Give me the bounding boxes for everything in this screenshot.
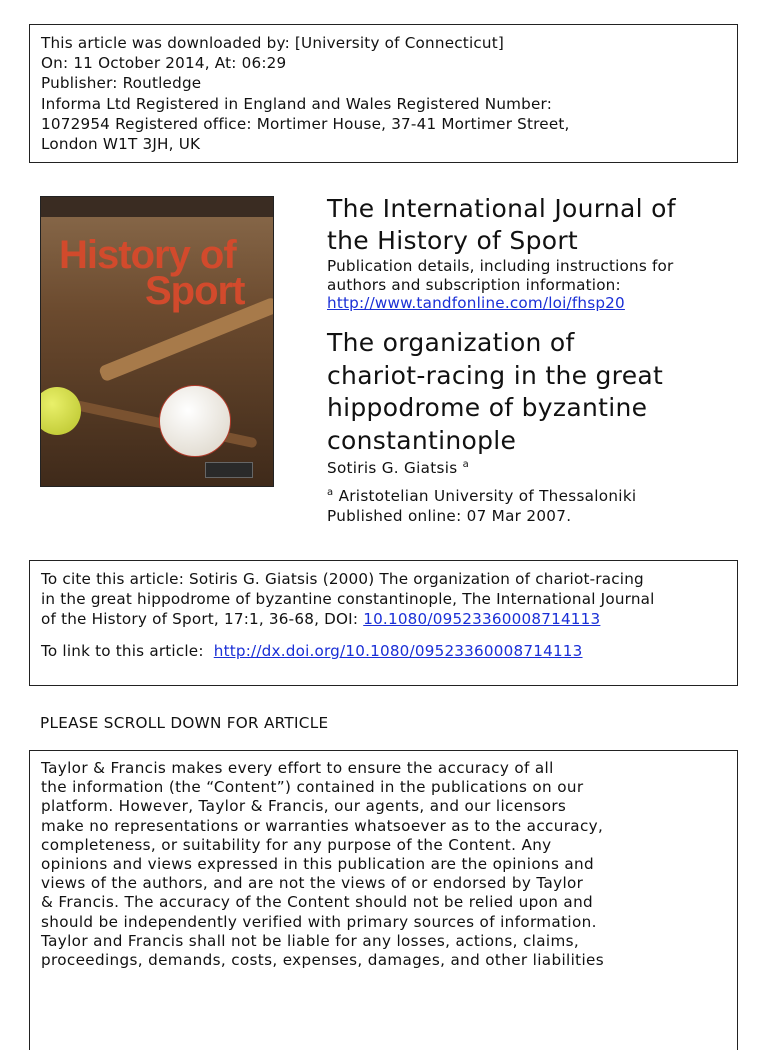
publisher-logo-graphic xyxy=(205,462,253,478)
article-title-line: chariot-racing in the great xyxy=(327,360,664,390)
disclaimer-line: Taylor and Francis shall not be liable for any losses, actions, claims, xyxy=(41,931,580,950)
author-superscript: a xyxy=(462,458,470,470)
scroll-note: PLEASE SCROLL DOWN FOR ARTICLE xyxy=(40,714,329,732)
article-title-line: constantinople xyxy=(327,425,517,455)
author-line xyxy=(327,458,469,478)
disclaimer-line: views of the authors, and are not the views of or endorsed by Taylor xyxy=(41,874,584,893)
affiliation-block xyxy=(327,486,636,526)
download-notice-line: Informa Ltd Registered in England and Wales Registered Number: xyxy=(41,94,553,113)
disclaimer-line: should be independently verified with primary sources of information. xyxy=(41,912,597,931)
article-title-line: The organization of xyxy=(327,328,575,357)
disclaimer-box xyxy=(29,750,738,1050)
citation-line: To cite this article: Sotiris G. Giatsis (2000) The organization of chariot-racing xyxy=(41,570,644,588)
cover-baseball-graphic xyxy=(159,385,231,457)
article-title xyxy=(327,327,663,457)
author-name: Sotiris G. Giatsis xyxy=(327,459,458,477)
cover-title xyxy=(59,233,245,313)
journal-cover-image xyxy=(40,196,274,487)
download-notice-line: On: 11 October 2014, At: 06:29 xyxy=(41,54,287,73)
download-notice-line: London W1T 3JH, UK xyxy=(41,135,201,154)
disclaimer-line: platform. However, Taylor & Francis, our agents, and our licensors xyxy=(41,797,567,816)
publication-details-line1: Publication details, including instructions for xyxy=(327,257,674,275)
published-date: Published online: 07 Mar 2007. xyxy=(327,507,572,525)
citation-box xyxy=(29,560,738,686)
journal-title-line2: the History of Sport xyxy=(327,226,579,255)
doi-link[interactable]: 10.1080/09523360008714113 xyxy=(363,610,601,628)
disclaimer-line: proceedings, demands, costs, expenses, damages, and other liabilities xyxy=(41,951,604,970)
citation-line: in the great hippodrome of byzantine constantinople, The International Journal xyxy=(41,590,655,608)
cover-tennis-ball-graphic xyxy=(40,387,81,435)
link-label: To link to this article: xyxy=(41,642,204,660)
publication-details xyxy=(327,257,673,313)
download-notice-line: Publisher: Routledge xyxy=(41,74,202,93)
download-notice-line: This article was downloaded by: [University of Connecticut] xyxy=(41,34,505,52)
disclaimer-line: opinions and views expressed in this publication are the opinions and xyxy=(41,855,595,874)
cover-top-band xyxy=(41,197,273,217)
affiliation-superscript: a xyxy=(327,486,334,498)
cover-title-line1: History of xyxy=(59,233,236,277)
download-notice-box xyxy=(29,24,738,163)
disclaimer-line: the information (the “Content”) contained in the publications on our xyxy=(41,778,584,797)
journal-link[interactable]: http://www.tandfonline.com/loi/fhsp20 xyxy=(327,294,625,312)
disclaimer-line: & Francis. The accuracy of the Content should not be relied upon and xyxy=(41,893,594,912)
article-link[interactable]: http://dx.doi.org/10.1080/09523360008714113 xyxy=(213,642,583,660)
article-title-line: hippodrome of byzantine xyxy=(327,393,648,422)
disclaimer-line: completeness, or suitability for any purpose of the Content. Any xyxy=(41,835,552,854)
disclaimer-line: Taylor & Francis makes every effort to ensure the accuracy of all xyxy=(41,759,554,777)
disclaimer-line: make no representations or warranties whatsoever as to the accuracy, xyxy=(41,816,604,835)
journal-title-line1: The International Journal of xyxy=(327,194,676,223)
download-notice-line: 1072954 Registered office: Mortimer House, 37-41 Mortimer Street, xyxy=(41,114,570,133)
citation-line: of the History of Sport, 17:1, 36-68, DOI: xyxy=(41,610,364,628)
cover-title-line2: Sport xyxy=(145,269,245,313)
journal-title xyxy=(327,193,676,257)
publication-details-line2: authors and subscription information: xyxy=(327,275,621,294)
affiliation: Aristotelian University of Thessaloniki xyxy=(338,487,637,505)
